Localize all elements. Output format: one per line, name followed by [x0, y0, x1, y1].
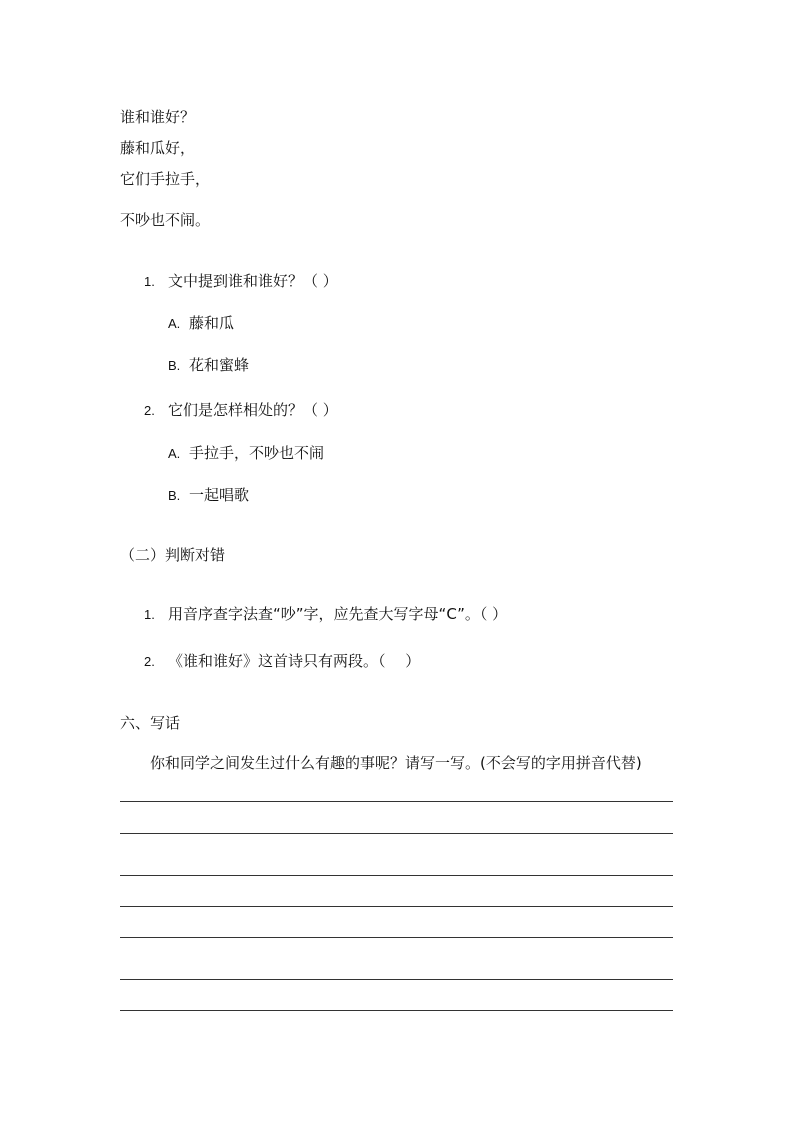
writing-line	[120, 1010, 673, 1011]
judge-item-text: 《谁和谁好》这首诗只有两段。（ ）	[168, 652, 421, 670]
option-text: 藤和瓜	[189, 314, 235, 332]
option-letter: A.	[168, 316, 181, 331]
writing-line	[120, 906, 673, 907]
writing-section-title: 六、写话	[120, 714, 181, 732]
judge-item-text: 用音序查字法查“吵”字，应先查大写字母“C”。（ ）	[168, 605, 508, 623]
writing-line	[120, 833, 673, 834]
question-number: 2.	[144, 403, 155, 418]
judge-section-title: （二）判断对错	[120, 546, 226, 564]
judge-item-number: 2.	[144, 654, 155, 669]
question-text: 文中提到谁和谁好？（ ）	[168, 272, 338, 290]
writing-line	[120, 937, 673, 938]
option-letter: B.	[168, 358, 181, 373]
question-text: 它们是怎样相处的？（ ）	[168, 401, 338, 419]
judge-item-number: 1.	[144, 607, 155, 622]
poem-line-1: 谁和谁好？	[120, 108, 196, 126]
writing-prompt: 你和同学之间发生过什么有趣的事呢？请写一写。(不会写的字用拼音代替)	[150, 754, 642, 772]
poem-line-3: 它们手拉手，	[120, 170, 211, 188]
option-letter: B.	[168, 488, 181, 503]
writing-line	[120, 875, 673, 876]
writing-line	[120, 801, 673, 802]
option-text: 手拉手，不吵也不闹	[189, 444, 325, 462]
option-text: 一起唱歌	[189, 486, 250, 504]
option-text: 花和蜜蜂	[189, 356, 250, 374]
writing-line	[120, 979, 673, 980]
poem-line-2: 藤和瓜好，	[120, 139, 196, 157]
option-letter: A.	[168, 446, 181, 461]
question-number: 1.	[144, 274, 155, 289]
poem-line-4: 不吵也不闹。	[120, 211, 211, 229]
